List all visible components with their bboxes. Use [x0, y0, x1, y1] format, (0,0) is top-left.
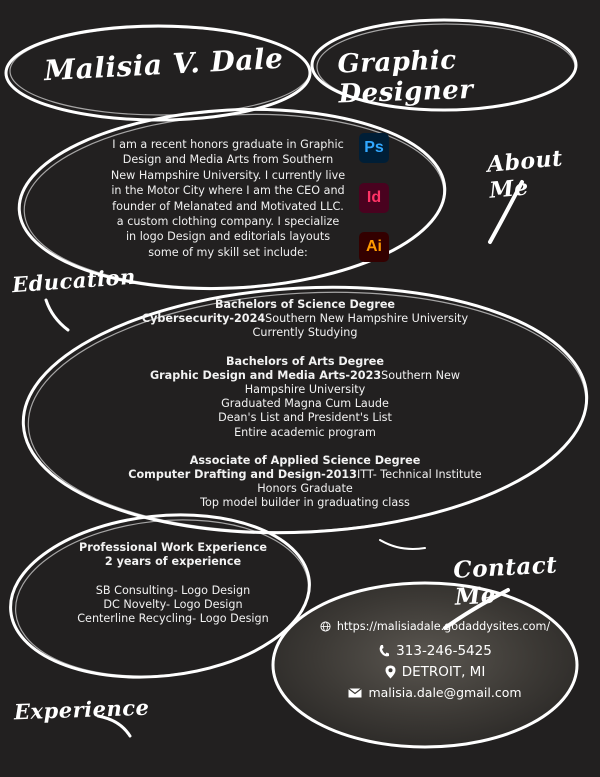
job-title: Graphic Designer: [337, 45, 474, 110]
location-row: [300, 664, 570, 680]
degree-detail: Graduated Magna Cum Laude: [221, 397, 389, 411]
degree-field: Graphic Design and Media Arts-2023: [149, 368, 382, 382]
website-link[interactable]: https://malisiadale.godaddysites.com/: [336, 620, 551, 633]
person-name: Malisia V. Dale: [43, 41, 285, 88]
experience-years: 2 years of experience: [104, 555, 242, 569]
degree-field: Cybersecurity-2024: [141, 312, 266, 326]
degree-school: Southern New Hampshire University: [244, 368, 461, 397]
email-address[interactable]: malisia.dale@gmail.com: [368, 685, 522, 700]
phone-row[interactable]: [300, 643, 570, 659]
degree-school: Southern New Hampshire University: [265, 312, 469, 326]
contact-section: [300, 620, 570, 700]
education-section: [90, 298, 520, 525]
degree-title: Associate of Applied Science Degree: [189, 453, 421, 467]
job-item: Centerline Recycling- Logo Design: [77, 612, 269, 626]
degree-detail: Currently Studying: [252, 326, 358, 340]
location-pin-icon: [385, 665, 396, 679]
degree-field: Computer Drafting and Design-2013: [128, 468, 357, 482]
illustrator-icon: Ai: [359, 232, 389, 262]
location-text: DETROIT, MI: [401, 664, 486, 680]
degree-title: Bachelors of Arts Degree: [226, 354, 384, 368]
envelope-icon: [348, 688, 362, 698]
contact-heading: Contact Me: [452, 551, 558, 611]
globe-icon: [320, 621, 331, 632]
degree-entry: [90, 355, 520, 440]
about-text: I am a recent honors graduate in Graphic Design and Media Arts from Southern New Hampshire University. I currently live in the Motor City where I am the CEO and founder of Melanated and Motivated LLC. a custom clothing company. I specialize in logo Design and editorials layouts some of my skill set include:: [110, 138, 346, 259]
email-row[interactable]: [300, 685, 570, 700]
job-item: SB Consulting- Logo Design: [95, 583, 251, 597]
degree-detail: Top model builder in graduating class: [200, 496, 410, 510]
degree-title: Bachelors of Science Degree: [214, 298, 396, 311]
phone-number[interactable]: 313-246-5425: [396, 643, 492, 659]
experience-title: Professional Work Experience: [79, 541, 267, 554]
indesign-icon: Id: [359, 183, 389, 213]
education-heading: Education: [11, 263, 137, 298]
degree-detail: Entire academic program: [234, 425, 376, 439]
phone-icon: [378, 644, 390, 658]
about-heading: About Me: [485, 145, 564, 204]
job-item: DC Novelty- Logo Design: [103, 597, 243, 611]
degree-detail: Dean's List and President's List: [218, 411, 392, 425]
experience-section: [46, 541, 300, 626]
website-row[interactable]: [300, 620, 570, 633]
photoshop-icon: Ps: [359, 133, 389, 163]
experience-heading: Experience: [13, 694, 150, 725]
degree-school: ITT- Technical Institute: [356, 468, 482, 482]
degree-entry: [90, 298, 520, 341]
degree-entry: [90, 454, 520, 511]
degree-detail: Honors Graduate: [257, 482, 353, 496]
